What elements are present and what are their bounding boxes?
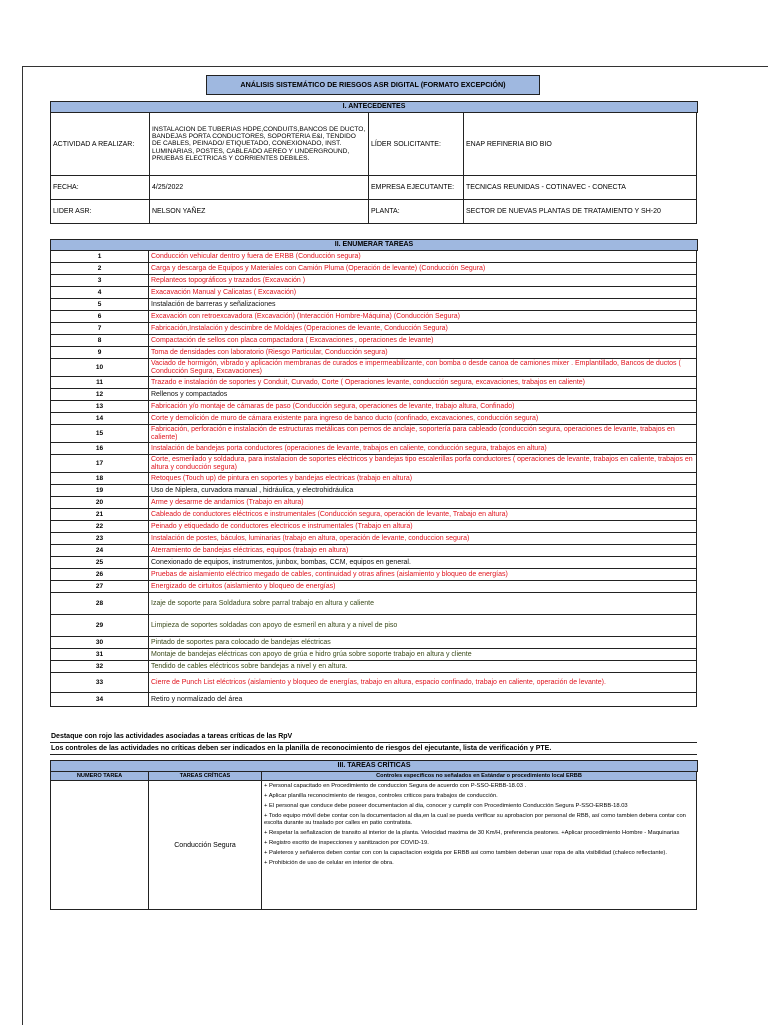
task-number: 7 [51,323,149,335]
task-number: 10 [51,359,149,377]
task-row [51,557,697,569]
task-row [51,533,697,545]
task-number: 1 [51,251,149,263]
section-criticas: III. TAREAS CRÍTICAS [50,760,698,772]
bullet-icon: + [264,860,269,866]
bullet-icon: + [264,830,269,836]
task-number: 2 [51,263,149,275]
task-number: 14 [51,413,149,425]
task-row [51,335,697,347]
task-description: Conexionado de equipos, instrumentos, junbox, bombas, CCM, equipos en general. [149,557,697,569]
task-row [51,661,697,673]
task-row [51,581,697,593]
note-non-critical: Los controles de las actividades no críticas deben ser indicados en la planilla de reconocimiento de riesgos del ejecutante, lista de verificación y PTE. [50,743,697,755]
bullet-icon: + [264,793,269,799]
bullet-icon: + [264,803,269,809]
task-description: Carga y descarga de Equipos y Materiales con Camión Pluma (Operación de levante) (Conducción Segura) [149,263,697,275]
task-row [51,347,697,359]
lider-solicitante-label: LÍDER SOLICITANTE: [369,113,464,176]
task-number: 9 [51,347,149,359]
task-number: 23 [51,533,149,545]
task-description: Instalación de postes, báculos, luminarias (trabajo en altura, operación de levante, conduccion segura) [149,533,697,545]
task-number: 33 [51,673,149,693]
critical-controls-cell [262,781,697,910]
control-item [264,850,694,857]
task-number: 13 [51,401,149,413]
critical-tasks-table [50,771,697,910]
task-description: Conducción vehicular dentro y fuera de ERBB (Conducción segura) [149,251,697,263]
task-row [51,443,697,455]
control-text: Todo equipo móvil debe contar con la documentacion al dia,en la cual se pueda verificar su aprobacion por personal de RBB, así como tambien debera contar con escolta durante su traslado por calles en patio contratista. [264,813,686,826]
task-row [51,389,697,401]
col-controles: Controles específicos no señalados en Estándar o procedimiento local ERBB [262,772,697,781]
task-row [51,593,697,615]
task-number: 28 [51,593,149,615]
bullet-icon: + [264,840,269,846]
section-tareas: II. ENUMERAR TAREAS [50,239,698,251]
task-description: Toma de densidades con laboratorio (Riesgo Particular, Conducción segura) [149,347,697,359]
task-row [51,287,697,299]
task-number: 29 [51,615,149,637]
control-item [264,783,694,790]
task-row [51,637,697,649]
task-row [51,455,697,473]
task-description: Pintado de soportes para colocado de bandejas eléctricas [149,637,697,649]
bullet-icon: + [264,813,269,819]
task-description: Exacavación Manual y Calicatas ( Excavación) [149,287,697,299]
planta-label: PLANTA: [369,200,464,224]
actividad-label: ACTIVIDAD A REALIZAR: [51,113,150,176]
section-antecedentes: I. ANTECEDENTES [50,101,698,113]
task-description: Vaciado de hormigón, vibrado y aplicación membranas de curados e impermeabilizante, con bomba o desde canoa de camiones mixer . Emplantillado, Bancos de ductos ( Conducción Segura, Excavaciones) [149,359,697,377]
task-number: 22 [51,521,149,533]
actividad-value: INSTALACION DE TUBERIAS HDPE,CONDUITS,BANCOS DE DUCTO, BANDEJAS PORTA CONDUCTORES, SOPORTERIA E&I, TENDIDO DE CABLES, PEINADO/ ETIQUETADO, CONEXIONADO, INST. LUMINARIAS, POSTES, CABLEADO AEREO Y UNDERGROUND, PRUEBAS ELECTRICAS Y CORRIENTES DEBILES. [150,113,369,176]
task-description: Rellenos y compactados [149,389,697,401]
tasks-table [50,250,697,707]
task-number: 21 [51,509,149,521]
lider-asr-value: NELSON YAÑEZ [150,200,369,224]
task-row [51,693,697,707]
task-description: Fabricación, perforación e instalación de estructuras metálicas con pernos de anclaje, soportería para cableado (conducción segura, operaciones de levante, trabajos en caliente) [149,425,697,443]
col-numero-tarea: NUMERO TAREA [51,772,149,781]
control-text: Prohibición de uso de celular en interior de obra. [269,860,394,866]
task-number: 15 [51,425,149,443]
task-row [51,615,697,637]
task-number: 31 [51,649,149,661]
col-tareas-criticas: TAREAS CRÍTICAS [149,772,262,781]
task-description: Tendido de cables eléctricos sobre bandejas a nivel y en altura. [149,661,697,673]
empresa-label: EMPRESA EJECUTANTE: [369,176,464,200]
task-description: Excavación con retroexcavadora (Excavación) (Interacción Hombre-Máquina) (Conducción Segura) [149,311,697,323]
task-row [51,673,697,693]
task-row [51,485,697,497]
control-item [264,840,694,847]
task-description: Replanteos topográficos y trazados (Excavación ) [149,275,697,287]
note-red-critical: Destaque con rojo las actividades asociadas a tareas críticas de las RpV [50,731,697,743]
task-description: Peinado y etiquedado de conductores electricos e instrumentales (Trabajo en altura) [149,521,697,533]
task-row [51,497,697,509]
task-row [51,275,697,287]
task-number: 20 [51,497,149,509]
task-description: Energizado de cirtuitos (aislamiento y bloqueo de energías) [149,581,697,593]
task-row [51,377,697,389]
control-text: Personal capacitado en Procedimiento de conduccion Segura de acuerdo con P-SSO-ERBB-18.03 . [269,783,527,789]
critical-task-name: Conducción Segura [149,781,262,910]
lider-solicitante-value: ENAP REFINERIA BIO BIO [464,113,697,176]
task-description: Fabricación,Instalación y descimbre de Moldajes (Operaciones de levante, Conducción Segura) [149,323,697,335]
lider-asr-label: LIDER ASR: [51,200,150,224]
task-description: Montaje de bandejas eléctricas con apoyo de grúa e hidro grúa sobre soporte trabajo en altura y cliente [149,649,697,661]
control-item [264,860,694,867]
control-item [264,803,694,810]
task-description: Limpieza de soportes soldadas con apoyo de esmeril en altura y a nivel de piso [149,615,697,637]
task-description: Compactación de sellos con placa compactadora ( Excavaciones , operaciones de levante) [149,335,697,347]
task-row [51,521,697,533]
task-row [51,323,697,335]
control-text: Registro escrito de inspecciones y sanitizacion por COVID-19. [269,840,429,846]
task-number: 30 [51,637,149,649]
empresa-value: TECNICAS REUNIDAS - COTINAVEC - CONECTA [464,176,697,200]
task-description: Retiro y normalizado del área [149,693,697,707]
task-description: Cierre de Punch List eléctricos (aislamiento y bloqueo de energías, trabajo en altura, espacio confinado, trabajo en caliente, operación de levante). [149,673,697,693]
task-number: 8 [51,335,149,347]
task-row [51,311,697,323]
task-row [51,473,697,485]
fecha-value: 4/25/2022 [150,176,369,200]
task-number: 32 [51,661,149,673]
task-row [51,649,697,661]
document-title: ANÁLISIS SISTEMÁTICO DE RIESGOS ASR DIGITAL (FORMATO EXCEPCIÓN) [206,75,540,95]
control-text: Aplicar planilla reconocimiento de riesgos, controles criticos para trabajos de conducción. [268,793,498,799]
task-number: 24 [51,545,149,557]
task-description: Cableado de conductores eléctricos e instrumentales (Conducción segura, operación de levante, Trabajo en altura) [149,509,697,521]
control-text: Respetar la señalizacion de transito al interior de la planta. Velocidad maxima de 30 Km/H, preferencia peatones. +Aplicar procedimiento Hombre - Maquinarias [269,830,680,836]
critical-task-number [51,781,149,910]
task-description: Uso de Niplera, curvadora manual , hidráulica, y electrohidráulica [149,485,697,497]
task-row [51,569,697,581]
task-number: 6 [51,311,149,323]
control-item [264,793,694,800]
task-description: Fabricación y/o montaje de cámaras de paso (Conducción segura, operaciones de levante, trabajo altura, Confinado) [149,401,697,413]
task-description: Aterramiento de bandejas eléctricas, equipos (trabajo en altura) [149,545,697,557]
task-number: 19 [51,485,149,497]
task-row [51,545,697,557]
task-number: 4 [51,287,149,299]
bullet-icon: + [264,783,269,789]
task-row [51,299,697,311]
control-item [264,813,694,827]
task-row [51,413,697,425]
task-description: Izaje de soporte para Soldadura sobre parral trabajo en altura y caliente [149,593,697,615]
task-number: 5 [51,299,149,311]
task-number: 17 [51,455,149,473]
task-description: Arme y desarme de andamios (Trabajo en altura) [149,497,697,509]
task-description: Pruebas de aislamiento eléctrico megado de cables, continuidad y otras afines (aislamiento y bloqueo de energías) [149,569,697,581]
task-row [51,359,697,377]
planta-value: SECTOR DE NUEVAS PLANTAS DE TRATAMIENTO Y SH-20 [464,200,697,224]
task-description: Trazado e instalación de soportes y Conduit, Curvado, Corte ( Operaciones levante, conducción segura, excavaciones, trabajos en caliente) [149,377,697,389]
task-row [51,425,697,443]
control-item [264,830,694,837]
control-text: El personal que conduce debe poseer documentacion al dia, conocer y cumplir con Procedimiento Conducción Segura P-SSO-ERBB-18.03 [269,803,628,809]
control-text: Paleteros y señaleros deben contar con con la capacitacion exigida por ERBB asi como tambien deberan usar ropa de alta visibilidad (chaleco reflectante). [269,850,667,856]
task-row [51,509,697,521]
task-number: 25 [51,557,149,569]
task-number: 26 [51,569,149,581]
task-number: 18 [51,473,149,485]
fecha-label: FECHA: [51,176,150,200]
task-number: 12 [51,389,149,401]
task-number: 34 [51,693,149,707]
task-description: Retoques (Touch up) de pintura en soportes y bandejas electricas (trabajo en altura) [149,473,697,485]
task-number: 3 [51,275,149,287]
task-row [51,401,697,413]
task-row [51,263,697,275]
task-row [51,251,697,263]
task-number: 11 [51,377,149,389]
task-number: 16 [51,443,149,455]
task-number: 27 [51,581,149,593]
task-description: Corte, esmerilado y soldadura, para instalacion de soportes eléctricos y bandejas tipo escalerillas porfa conductores ( operaciones de levante, trabajos en caliente, trabajos en altura y conducción segura) [149,455,697,473]
bullet-icon: + [264,850,269,856]
antecedentes-table [50,112,697,224]
task-description: Instalación de barreras y señalizaciones [149,299,697,311]
task-description: Corte y demolición de muro de cámara existente para ingreso de banco ducto (confinado, excavaciones, conducción segura) [149,413,697,425]
task-description: Instalación de bandejas porta conductores (operaciones de levante, trabajos en caliente, conducción segura, trabajos en altura) [149,443,697,455]
